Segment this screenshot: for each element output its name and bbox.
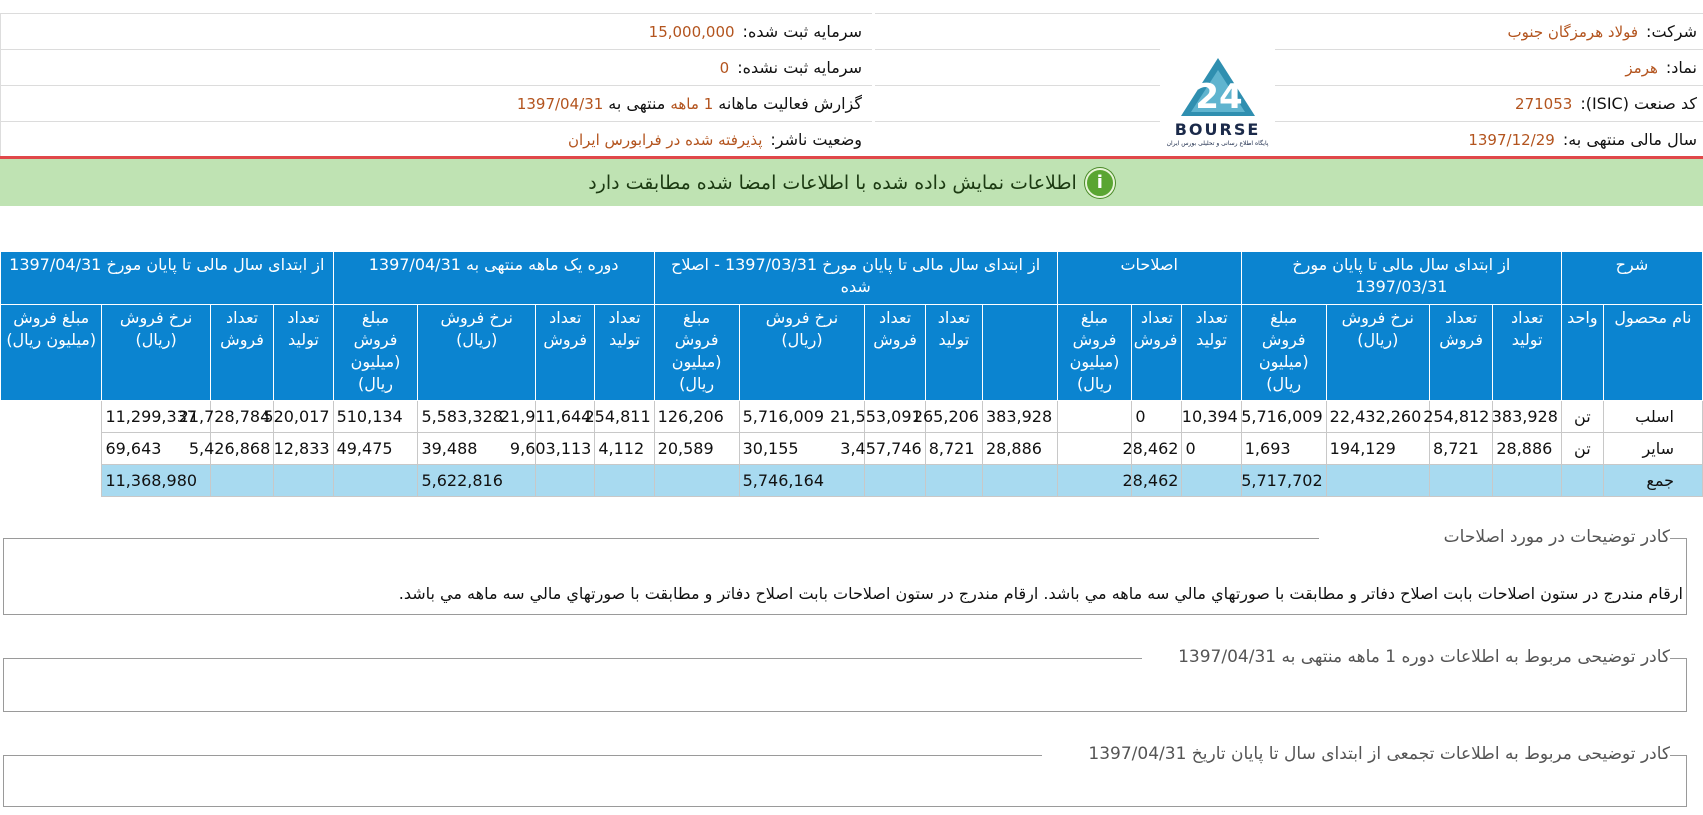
header-group-2: اصلاحات: [1057, 252, 1241, 305]
isic-value: 271053: [1515, 94, 1573, 113]
header-production-qty: تعداد تولید: [274, 305, 333, 401]
value-cell: [865, 465, 925, 497]
value-cell: 5,746,164: [739, 465, 865, 497]
header-sales-qty: تعداد فروش: [210, 305, 273, 401]
notice-text: اطلاعات نمایش داده شده با اطلاعات امضا شده مطابقت دارد: [588, 171, 1077, 194]
table-body: [1, 401, 1703, 497]
table-total-row: [1, 465, 1703, 497]
fiscal-label: سال مالی منتهی به:: [1562, 130, 1697, 149]
logo-word: BOURSE: [1174, 119, 1261, 139]
value-cell: 28,462: [1132, 433, 1182, 465]
value-cell: 21,911,644: [536, 401, 595, 433]
header-group-5: از ابتدای سال مالی تا پایان مورخ 1397/04/31: [1, 252, 334, 305]
publisher-status-row: [1, 121, 872, 157]
header-unit: واحد: [1561, 305, 1603, 401]
product-name-cell: جمع: [1603, 465, 1702, 497]
value-cell: 520,017: [274, 401, 333, 433]
value-cell: 28,886: [1493, 433, 1562, 465]
symbol-row: [875, 49, 1703, 85]
unregistered-capital-label: سرمایه ثبت نشده:: [737, 58, 862, 77]
company-info-right: [875, 13, 1703, 158]
info-icon: i: [1085, 168, 1115, 198]
bourse-logo-mark: [1179, 56, 1257, 118]
value-cell: 8,721: [1429, 433, 1492, 465]
corrections-notes-box: [3, 527, 1687, 615]
value-cell: 0: [1132, 401, 1182, 433]
value-cell: [654, 465, 739, 497]
report-label-mid: منتهی به: [608, 94, 666, 113]
value-cell: 21,553,091: [865, 401, 925, 433]
isic-row: [875, 85, 1703, 121]
header-sales-amount: مبلغ فروش (میلیون ریال): [333, 305, 418, 401]
value-cell: 11,299,337: [102, 401, 210, 433]
value-cell: 254,811: [595, 401, 654, 433]
value-cell: 5,622,816: [418, 465, 536, 497]
value-cell: 510,134: [333, 401, 418, 433]
header-sales-rate: نرخ فروش (ریال): [418, 305, 536, 401]
registered-capital-label: سرمایه ثبت شده:: [742, 22, 862, 41]
corrections-notes-legend: کادر توضیحات در مورد اصلاحات: [1443, 527, 1670, 547]
value-cell: [1057, 465, 1132, 497]
header-sales-amount: مبلغ فروش (میلیون ریال): [654, 305, 739, 401]
header-sales-qty: تعداد فروش: [865, 305, 925, 401]
value-cell: 3,457,746: [865, 433, 925, 465]
unregistered-capital-row: [1, 49, 872, 85]
one-month-notes-legend: کادر توضیحی مربوط به اطلاعات دوره 1 ماهه منتهی به 1397/04/31: [1178, 647, 1670, 667]
value-cell: [1182, 465, 1241, 497]
table-row: [1, 401, 1703, 433]
value-cell: 126,206: [654, 401, 739, 433]
registered-capital-value: 15,000,000: [648, 22, 735, 41]
value-cell: 5,716,009: [739, 401, 865, 433]
company-row: [875, 13, 1703, 49]
fieldset-top-line: [1670, 658, 1686, 659]
value-cell: 265,206: [925, 401, 982, 433]
publisher-status-value: پذیرفته شده در فرابورس ایران: [567, 130, 763, 149]
value-cell: 383,928: [1493, 401, 1562, 433]
report-months: 1 ماهه: [670, 94, 714, 113]
verification-notice: [0, 159, 1703, 206]
corrections-notes-text: ارقام مندرج در ستون اصلاحات بابت اصلاح دفاتر و مطابقت با صورتهاي مالي سه ماهه مي باشد. ارقام مندرج در ستون اصلاحات بابت اصلاح دفاتر و مطابقت با صورتهاي مالي سه ماهه مي باشد.: [398, 584, 1683, 603]
bourse-logo: [1160, 44, 1275, 158]
value-cell: [1429, 465, 1492, 497]
value-cell: 9,603,113: [536, 433, 595, 465]
fieldset-top-line: [1670, 538, 1686, 539]
value-cell: [1057, 401, 1132, 433]
value-cell: 69,643: [102, 433, 210, 465]
table-row: [1, 433, 1703, 465]
symbol-label: نماد:: [1665, 58, 1697, 77]
value-cell: 11,368,980: [102, 465, 210, 497]
product-name-cell: اسلب: [1603, 401, 1702, 433]
company-info-panel: [0, 13, 1703, 158]
unit-cell: [1561, 465, 1603, 497]
value-cell: 20,589: [654, 433, 739, 465]
value-cell: [1326, 465, 1429, 497]
svg-text:24: 24: [1194, 76, 1243, 117]
fiscal-row: [875, 121, 1703, 157]
cumulative-notes-box: [3, 744, 1687, 807]
header-sales-amount: مبلغ فروش (میلیون ریال): [1, 305, 102, 401]
value-cell: 12,833: [274, 433, 333, 465]
logo-subtitle: پایگاه اطلاع رسانی و تحلیلی بورس ایران: [1166, 139, 1269, 147]
value-cell: 8,721: [925, 433, 982, 465]
value-cell: [1493, 465, 1562, 497]
header-group-1: از ابتدای سال مالی تا پایان مورخ 1397/03/31: [1241, 252, 1561, 305]
value-cell: 1,693: [1241, 433, 1326, 465]
value-cell: 194,129: [1326, 433, 1429, 465]
publisher-status-label: وضعیت ناشر:: [770, 130, 862, 149]
value-cell: [333, 465, 418, 497]
value-cell: [210, 465, 273, 497]
fieldset-top-line: [4, 538, 1319, 539]
product-name-cell: سایر: [1603, 433, 1702, 465]
value-cell: 21,728,784: [210, 401, 273, 433]
report-row: [1, 85, 872, 121]
isic-label: کد صنعت (ISIC):: [1580, 94, 1697, 113]
header-sales-amount-extra: [982, 305, 1057, 401]
value-cell: 30,155: [739, 433, 865, 465]
header-production-qty: تعداد تولید: [925, 305, 982, 401]
header-product-name: نام محصول: [1603, 305, 1702, 401]
value-cell: 4,112: [595, 433, 654, 465]
value-cell: 5,717,702: [1241, 465, 1326, 497]
value-cell: 5,583,328: [418, 401, 536, 433]
header-production-qty: تعداد تولید: [1182, 305, 1241, 401]
value-cell: 0: [1182, 433, 1241, 465]
header-sales-amount: مبلغ فروش (میلیون ریال): [1241, 305, 1326, 401]
company-value: فولاد هرمزگان جنوب: [1507, 22, 1639, 41]
header-sales-rate: نرخ فروش (ریال): [739, 305, 865, 401]
header-production-qty: تعداد تولید: [595, 305, 654, 401]
fieldset-top-line: [4, 658, 1142, 659]
fieldset-top-line: [1670, 755, 1686, 756]
fieldset-top-line: [4, 755, 1042, 756]
fiscal-value: 1397/12/29: [1468, 130, 1555, 149]
production-sales-table: [0, 251, 1703, 497]
value-cell: 22,432,260: [1326, 401, 1429, 433]
header-group-3: از ابتدای سال مالی تا پایان مورخ 1397/03/31 - اصلاح شده: [654, 252, 1057, 305]
table-group-header-row: [1, 252, 1703, 305]
value-cell: 383,928: [982, 401, 1057, 433]
company-label: شرکت:: [1646, 22, 1697, 41]
cumulative-notes-legend: کادر توضیحی مربوط به اطلاعات تجمعی از ابتدای سال تا پایان تاریخ 1397/04/31: [1088, 744, 1670, 764]
value-cell: [274, 465, 333, 497]
value-cell: 10,394: [1182, 401, 1241, 433]
value-cell: 49,475: [333, 433, 418, 465]
value-cell: 254,812: [1429, 401, 1492, 433]
value-cell: [595, 465, 654, 497]
table-sub-header-row: [1, 305, 1703, 401]
value-cell: 28,462: [1132, 465, 1182, 497]
symbol-value: هرمز: [1625, 58, 1658, 77]
unit-cell: تن: [1561, 433, 1603, 465]
value-cell: [536, 465, 595, 497]
header-sales-qty: تعداد فروش: [1429, 305, 1492, 401]
header-sales-qty: تعداد فروش: [536, 305, 595, 401]
report-date: 1397/04/31: [516, 94, 604, 113]
value-cell: 5,716,009: [1241, 401, 1326, 433]
report-label-prefix: گزارش فعالیت ماهانه: [718, 94, 862, 113]
value-cell: [925, 465, 982, 497]
header-sales-rate: نرخ فروش (ریال): [1326, 305, 1429, 401]
value-cell: 28,886: [982, 433, 1057, 465]
header-production-qty: تعداد تولید: [1493, 305, 1562, 401]
value-cell: 39,488: [418, 433, 536, 465]
value-cell: [982, 465, 1057, 497]
header-group-4: دوره یک ماهه منتهی به 1397/04/31: [333, 252, 654, 305]
unregistered-capital-value: 0: [719, 58, 730, 77]
header-desc: شرح: [1561, 252, 1702, 305]
one-month-notes-box: [3, 647, 1687, 712]
header-sales-rate: نرخ فروش (ریال): [102, 305, 210, 401]
header-sales-amount: مبلغ فروش (میلیون ریال): [1057, 305, 1132, 401]
unit-cell: تن: [1561, 401, 1603, 433]
registered-capital-row: [1, 13, 872, 49]
header-sales-qty: تعداد فروش: [1132, 305, 1182, 401]
value-cell: 5,426,868: [210, 433, 273, 465]
company-info-left: [0, 13, 872, 158]
value-cell: [1057, 433, 1132, 465]
